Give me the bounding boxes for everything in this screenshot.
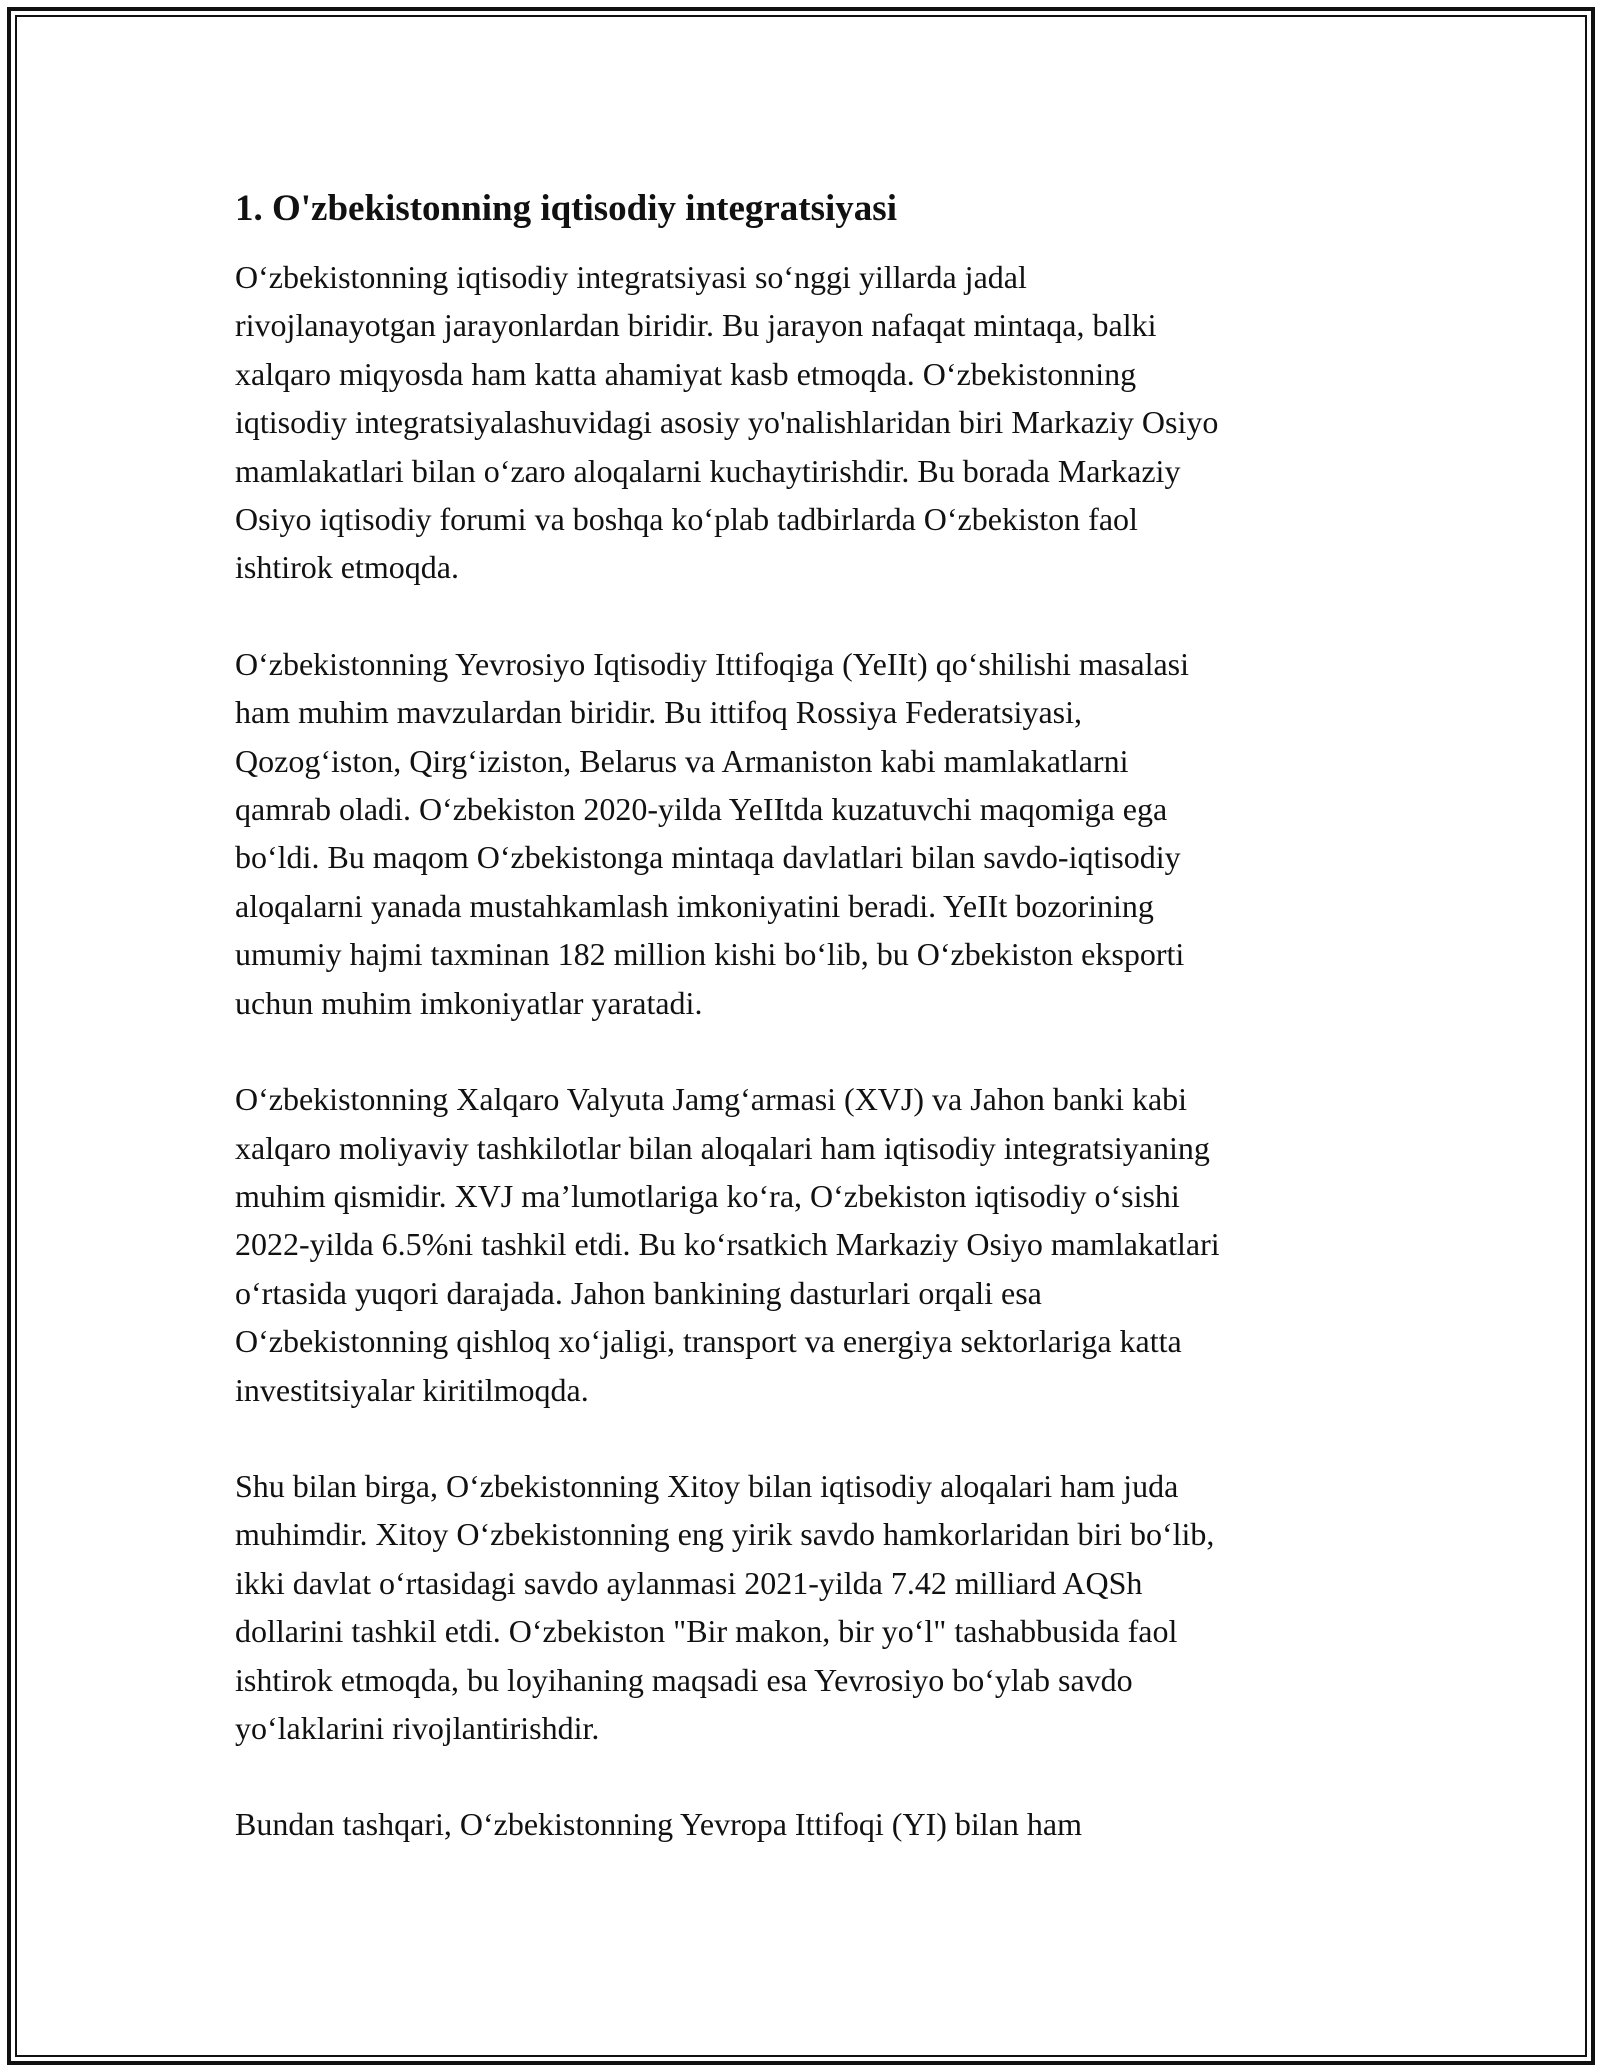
text-line: 2022-yilda 6.5%ni tashkil etdi. Bu ko‘rsatkich Markaziy Osiyo mamlakatlari: [235, 1226, 1220, 1263]
text-line: mamlakatlari bilan o‘zaro aloqalarni kuchaytirishdir. Bu borada Markaziy: [235, 452, 1181, 489]
text-line: uchun muhim imkoniyatlar yaratadi.: [235, 984, 703, 1021]
text-line: xalqaro moliyaviy tashkilotlar bilan aloqalari ham iqtisodiy integratsiyaning: [235, 1129, 1210, 1166]
text-line: qamrab oladi. O‘zbekiston 2020-yilda YeIItda kuzatuvchi maqomiga ega: [235, 791, 1168, 828]
document-body: [235, 185, 1375, 1897]
paragraph-5: [235, 1800, 1375, 1848]
text-line: ham muhim mavzulardan biridir. Bu ittifoq Rossiya Federatsiyasi,: [235, 694, 1082, 731]
text-line: muhimdir. Xitoy O‘zbekistonning eng yirik savdo hamkorlaridan biri bo‘lib,: [235, 1516, 1215, 1553]
text-line: O‘zbekistonning Yevrosiyo Iqtisodiy Ittifoqiga (YeIIt) qo‘shilishi masalasi: [235, 645, 1190, 682]
text-line: xalqaro miqyosda ham katta ahamiyat kasb etmoqda. O‘zbekistonning: [235, 355, 1137, 392]
text-line: ishtirok etmoqda.: [235, 549, 459, 586]
paragraph-3: [235, 1075, 1375, 1414]
text-line: investitsiyalar kiritilmoqda.: [235, 1371, 589, 1408]
text-line: iqtisodiy integratsiyalashuvidagi asosiy yo'nalishlaridan biri Markaziy Osiyo: [235, 404, 1219, 441]
text-line: O‘zbekistonning Xalqaro Valyuta Jamg‘armasi (XVJ) va Jahon banki kabi: [235, 1081, 1188, 1118]
text-line: Qozog‘iston, Qirg‘iziston, Belarus va Armaniston kabi mamlakatlarni: [235, 742, 1129, 779]
paragraph-1: [235, 253, 1375, 592]
text-line: aloqalarni yanada mustahkamlash imkoniyatini beradi. YeIIt bozorining: [235, 887, 1154, 924]
paragraph-4: [235, 1462, 1375, 1752]
text-line: Bundan tashqari, O‘zbekistonning Yevropa Ittifoqi (YI) bilan ham: [235, 1806, 1082, 1843]
text-line: ishtirok etmoqda, bu loyihaning maqsadi esa Yevrosiyo bo‘ylab savdo: [235, 1661, 1133, 1698]
text-line: yo‘laklarini rivojlantirishdir.: [235, 1709, 600, 1746]
text-line: Osiyo iqtisodiy forumi va boshqa ko‘plab tadbirlarda O‘zbekiston faol: [235, 501, 1138, 538]
paragraph-2: [235, 640, 1375, 1027]
text-line: Shu bilan birga, O‘zbekistonning Xitoy bilan iqtisodiy aloqalari ham juda: [235, 1467, 1179, 1504]
text-line: o‘rtasida yuqori darajada. Jahon bankining dasturlari orqali esa: [235, 1274, 1042, 1311]
text-line: muhim qismidir. XVJ ma’lumotlariga ko‘ra, O‘zbekiston iqtisodiy o‘sishi: [235, 1177, 1180, 1214]
text-line: umumiy hajmi taxminan 182 million kishi bo‘lib, bu O‘zbekiston eksporti: [235, 936, 1185, 973]
text-line: O‘zbekistonning iqtisodiy integratsiyasi so‘nggi yillarda jadal: [235, 259, 1027, 295]
text-line: dollarini tashkil etdi. O‘zbekiston "Bir makon, bir yo‘l" tashabbusida faol: [235, 1613, 1178, 1650]
text-line: rivojlanayotgan jarayonlardan biridir. Bu jarayon nafaqat mintaqa, balki: [235, 307, 1157, 344]
text-line: ikki davlat o‘rtasidagi savdo aylanmasi 2021-yilda 7.42 milliard AQSh: [235, 1564, 1143, 1601]
text-line: O‘zbekistonning qishloq xo‘jaligi, transport va energiya sektorlariga katta: [235, 1323, 1182, 1360]
section-heading: 1. O'zbekistonning iqtisodiy integratsiyasi: [235, 188, 897, 229]
text-line: bo‘ldi. Bu maqom O‘zbekistonga mintaqa davlatlari bilan savdo-iqtisodiy: [235, 839, 1181, 876]
